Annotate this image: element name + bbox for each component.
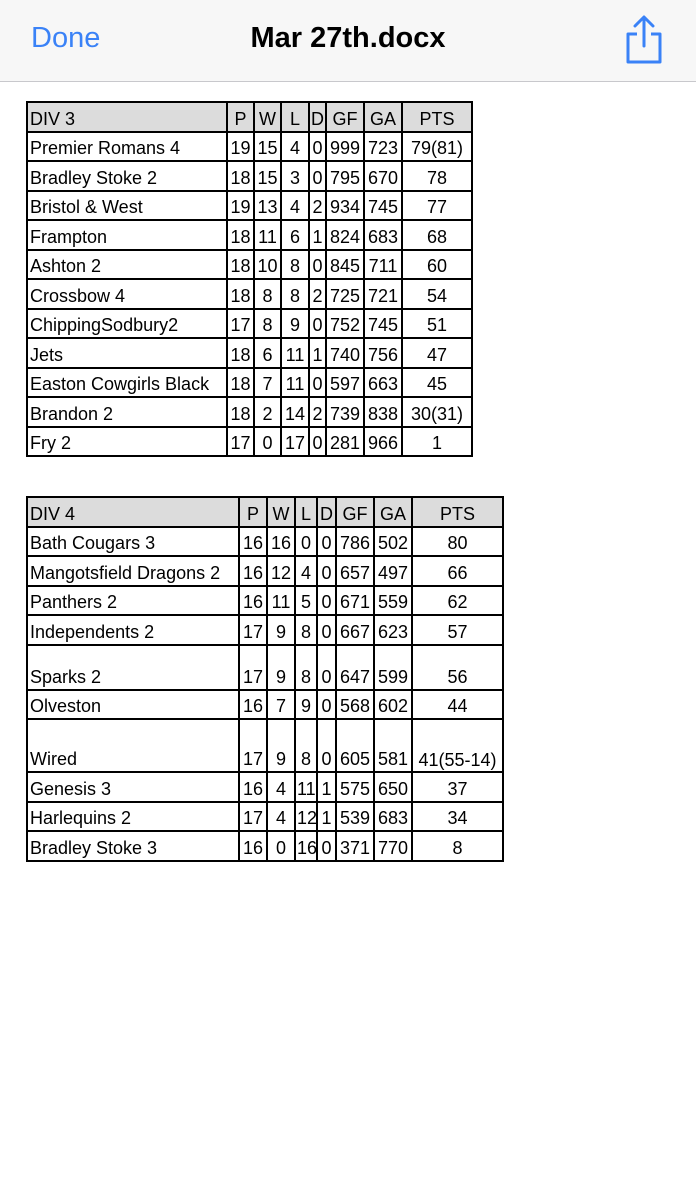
stat-cell: 0 (309, 368, 326, 398)
stat-cell: 0 (317, 690, 336, 720)
table-row (27, 220, 472, 250)
stat-cell: 0 (295, 527, 317, 557)
stat-cell: 2 (309, 279, 326, 309)
stat-cell: 5 (295, 586, 317, 616)
stat-cell: 16 (267, 527, 295, 557)
stat-cell: 9 (295, 690, 317, 720)
stat-cell: 497 (374, 556, 412, 586)
stat-cell: 539 (336, 802, 374, 832)
team-name-cell: Brandon 2 (27, 397, 227, 427)
stat-cell: 575 (336, 772, 374, 802)
stat-cell: 568 (336, 690, 374, 720)
team-name-cell: Fry 2 (27, 427, 227, 457)
stat-cell: 2 (309, 397, 326, 427)
stat-cell: 0 (254, 427, 281, 457)
team-name-cell: ChippingSodbury2 (27, 309, 227, 339)
stat-cell: 0 (309, 427, 326, 457)
stat-cell: 80 (412, 527, 503, 557)
table-row (27, 338, 472, 368)
team-name-cell: Bradley Stoke 2 (27, 161, 227, 191)
stat-cell: 9 (267, 615, 295, 645)
team-name-cell: Panthers 2 (27, 586, 239, 616)
column-header: GA (374, 497, 412, 527)
stat-cell: 8 (295, 645, 317, 690)
stat-cell: 966 (364, 427, 402, 457)
stat-cell: 17 (239, 802, 267, 832)
stat-cell: 1 (309, 338, 326, 368)
stat-cell: 11 (254, 220, 281, 250)
stat-cell: 1 (317, 772, 336, 802)
stat-cell: 745 (364, 191, 402, 221)
stat-cell: 18 (227, 220, 254, 250)
table-row (27, 132, 472, 162)
stat-cell: 7 (254, 368, 281, 398)
team-name-cell: Ashton 2 (27, 250, 227, 280)
stat-cell: 18 (227, 161, 254, 191)
stat-cell: 845 (326, 250, 364, 280)
stat-cell: 16 (239, 690, 267, 720)
stat-cell: 10 (254, 250, 281, 280)
stat-cell: 18 (227, 397, 254, 427)
stat-cell: 0 (317, 556, 336, 586)
column-header: GA (364, 102, 402, 132)
stat-cell: 711 (364, 250, 402, 280)
team-name-cell: Bath Cougars 3 (27, 527, 239, 557)
stat-cell: 11 (267, 586, 295, 616)
stat-cell: 795 (326, 161, 364, 191)
stat-cell: 15 (254, 161, 281, 191)
stat-cell: 16 (239, 586, 267, 616)
stat-cell: 0 (309, 250, 326, 280)
table-row (27, 556, 503, 586)
table-row (27, 161, 472, 191)
stat-cell: 68 (402, 220, 472, 250)
stat-cell: 7 (267, 690, 295, 720)
table-row (27, 250, 472, 280)
stat-cell: 502 (374, 527, 412, 557)
column-header: P (239, 497, 267, 527)
stat-cell: 1 (402, 427, 472, 457)
stat-cell: 77 (402, 191, 472, 221)
stat-cell: 30(31) (402, 397, 472, 427)
column-header: DIV 4 (27, 497, 239, 527)
table-row (27, 772, 503, 802)
stat-cell: 4 (267, 802, 295, 832)
column-header: P (227, 102, 254, 132)
stat-cell: 16 (239, 527, 267, 557)
table-row (27, 279, 472, 309)
stat-cell: 4 (267, 772, 295, 802)
team-name-cell: Harlequins 2 (27, 802, 239, 832)
stat-cell: 11 (281, 368, 309, 398)
stat-cell: 12 (295, 802, 317, 832)
stat-cell: 16 (239, 556, 267, 586)
stat-cell: 281 (326, 427, 364, 457)
stat-cell: 8 (254, 309, 281, 339)
stat-cell: 8 (254, 279, 281, 309)
stat-cell: 0 (317, 831, 336, 861)
table-row (27, 645, 503, 690)
column-header: L (295, 497, 317, 527)
stat-cell: 13 (254, 191, 281, 221)
stat-cell: 11 (295, 772, 317, 802)
stat-cell: 17 (227, 427, 254, 457)
table-row (27, 615, 503, 645)
stat-cell: 17 (227, 309, 254, 339)
stat-cell: 51 (402, 309, 472, 339)
stat-cell: 4 (281, 191, 309, 221)
stat-cell: 3 (281, 161, 309, 191)
done-button[interactable]: Done (31, 22, 101, 54)
team-name-cell: Bradley Stoke 3 (27, 831, 239, 861)
stat-cell: 752 (326, 309, 364, 339)
team-name-cell: Mangotsfield Dragons 2 (27, 556, 239, 586)
column-header: D (317, 497, 336, 527)
stat-cell: 602 (374, 690, 412, 720)
stat-cell: 17 (239, 719, 267, 772)
stat-cell: 60 (402, 250, 472, 280)
table-row (27, 427, 472, 457)
table-row (27, 397, 472, 427)
stat-cell: 581 (374, 719, 412, 772)
team-name-cell: Wired (27, 719, 239, 772)
stat-cell: 8 (295, 719, 317, 772)
stat-cell: 2 (309, 191, 326, 221)
div4-table (26, 496, 504, 862)
column-header: W (254, 102, 281, 132)
team-name-cell: Bristol & West (27, 191, 227, 221)
stat-cell: 37 (412, 772, 503, 802)
stat-cell: 16 (295, 831, 317, 861)
document-title: Mar 27th.docx (250, 22, 446, 54)
table-row (27, 831, 503, 861)
stat-cell: 8 (281, 250, 309, 280)
stat-cell: 56 (412, 645, 503, 690)
stat-cell: 786 (336, 527, 374, 557)
share-icon (620, 14, 668, 66)
stat-cell: 0 (317, 615, 336, 645)
stat-cell: 2 (254, 397, 281, 427)
stat-cell: 0 (267, 831, 295, 861)
stat-cell: 599 (374, 645, 412, 690)
stat-cell: 0 (309, 161, 326, 191)
stat-cell: 62 (412, 586, 503, 616)
table-row (27, 527, 503, 557)
div3-header-row (27, 102, 472, 132)
table-row (27, 586, 503, 616)
team-name-cell: Genesis 3 (27, 772, 239, 802)
stat-cell: 18 (227, 279, 254, 309)
stat-cell: 671 (336, 586, 374, 616)
share-button[interactable] (620, 14, 668, 66)
stat-cell: 650 (374, 772, 412, 802)
stat-cell: 683 (364, 220, 402, 250)
stat-cell: 11 (281, 338, 309, 368)
stat-cell: 9 (267, 719, 295, 772)
stat-cell: 18 (227, 250, 254, 280)
column-header: L (281, 102, 309, 132)
column-header: GF (326, 102, 364, 132)
stat-cell: 6 (281, 220, 309, 250)
column-header: D (309, 102, 326, 132)
stat-cell: 999 (326, 132, 364, 162)
stat-cell: 756 (364, 338, 402, 368)
stat-cell: 667 (336, 615, 374, 645)
stat-cell: 17 (239, 615, 267, 645)
team-name-cell: Jets (27, 338, 227, 368)
stat-cell: 8 (295, 615, 317, 645)
stat-cell: 4 (281, 132, 309, 162)
div3-table (26, 101, 473, 457)
stat-cell: 45 (402, 368, 472, 398)
stat-cell: 19 (227, 132, 254, 162)
stat-cell: 725 (326, 279, 364, 309)
stat-cell: 54 (402, 279, 472, 309)
stat-cell: 745 (364, 309, 402, 339)
stat-cell: 41(55-14) (412, 719, 503, 772)
stat-cell: 34 (412, 802, 503, 832)
stat-cell: 16 (239, 772, 267, 802)
stat-cell: 740 (326, 338, 364, 368)
team-name-cell: Premier Romans 4 (27, 132, 227, 162)
stat-cell: 16 (239, 831, 267, 861)
stat-cell: 79(81) (402, 132, 472, 162)
table-row (27, 191, 472, 221)
column-header: GF (336, 497, 374, 527)
stat-cell: 8 (412, 831, 503, 861)
column-header: PTS (412, 497, 503, 527)
stat-cell: 605 (336, 719, 374, 772)
table-row (27, 719, 503, 772)
stat-cell: 683 (374, 802, 412, 832)
stat-cell: 824 (326, 220, 364, 250)
team-name-cell: Olveston (27, 690, 239, 720)
stat-cell: 8 (281, 279, 309, 309)
stat-cell: 597 (326, 368, 364, 398)
stat-cell: 18 (227, 368, 254, 398)
stat-cell: 9 (281, 309, 309, 339)
stat-cell: 934 (326, 191, 364, 221)
stat-cell: 47 (402, 338, 472, 368)
div4-header-row (27, 497, 503, 527)
stat-cell: 0 (309, 132, 326, 162)
table-row (27, 802, 503, 832)
stat-cell: 6 (254, 338, 281, 368)
team-name-cell: Crossbow 4 (27, 279, 227, 309)
stat-cell: 0 (317, 645, 336, 690)
stat-cell: 18 (227, 338, 254, 368)
column-header: W (267, 497, 295, 527)
table-row (27, 690, 503, 720)
stat-cell: 657 (336, 556, 374, 586)
team-name-cell: Easton Cowgirls Black (27, 368, 227, 398)
stat-cell: 559 (374, 586, 412, 616)
stat-cell: 838 (364, 397, 402, 427)
stat-cell: 723 (364, 132, 402, 162)
stat-cell: 739 (326, 397, 364, 427)
navigation-bar (0, 0, 696, 82)
stat-cell: 0 (309, 309, 326, 339)
column-header: PTS (402, 102, 472, 132)
team-name-cell: Frampton (27, 220, 227, 250)
stat-cell: 0 (317, 719, 336, 772)
stat-cell: 4 (295, 556, 317, 586)
stat-cell: 721 (364, 279, 402, 309)
team-name-cell: Sparks 2 (27, 645, 239, 690)
stat-cell: 66 (412, 556, 503, 586)
stat-cell: 15 (254, 132, 281, 162)
stat-cell: 1 (317, 802, 336, 832)
stat-cell: 1 (309, 220, 326, 250)
stat-cell: 19 (227, 191, 254, 221)
stat-cell: 17 (239, 645, 267, 690)
stat-cell: 17 (281, 427, 309, 457)
team-name-cell: Independents 2 (27, 615, 239, 645)
table-row (27, 309, 472, 339)
stat-cell: 663 (364, 368, 402, 398)
stat-cell: 14 (281, 397, 309, 427)
column-header: DIV 3 (27, 102, 227, 132)
stat-cell: 670 (364, 161, 402, 191)
stat-cell: 371 (336, 831, 374, 861)
stat-cell: 647 (336, 645, 374, 690)
stat-cell: 623 (374, 615, 412, 645)
stat-cell: 9 (267, 645, 295, 690)
stat-cell: 12 (267, 556, 295, 586)
stat-cell: 57 (412, 615, 503, 645)
stat-cell: 44 (412, 690, 503, 720)
stat-cell: 78 (402, 161, 472, 191)
stat-cell: 0 (317, 586, 336, 616)
table-row (27, 368, 472, 398)
stat-cell: 770 (374, 831, 412, 861)
stat-cell: 0 (317, 527, 336, 557)
